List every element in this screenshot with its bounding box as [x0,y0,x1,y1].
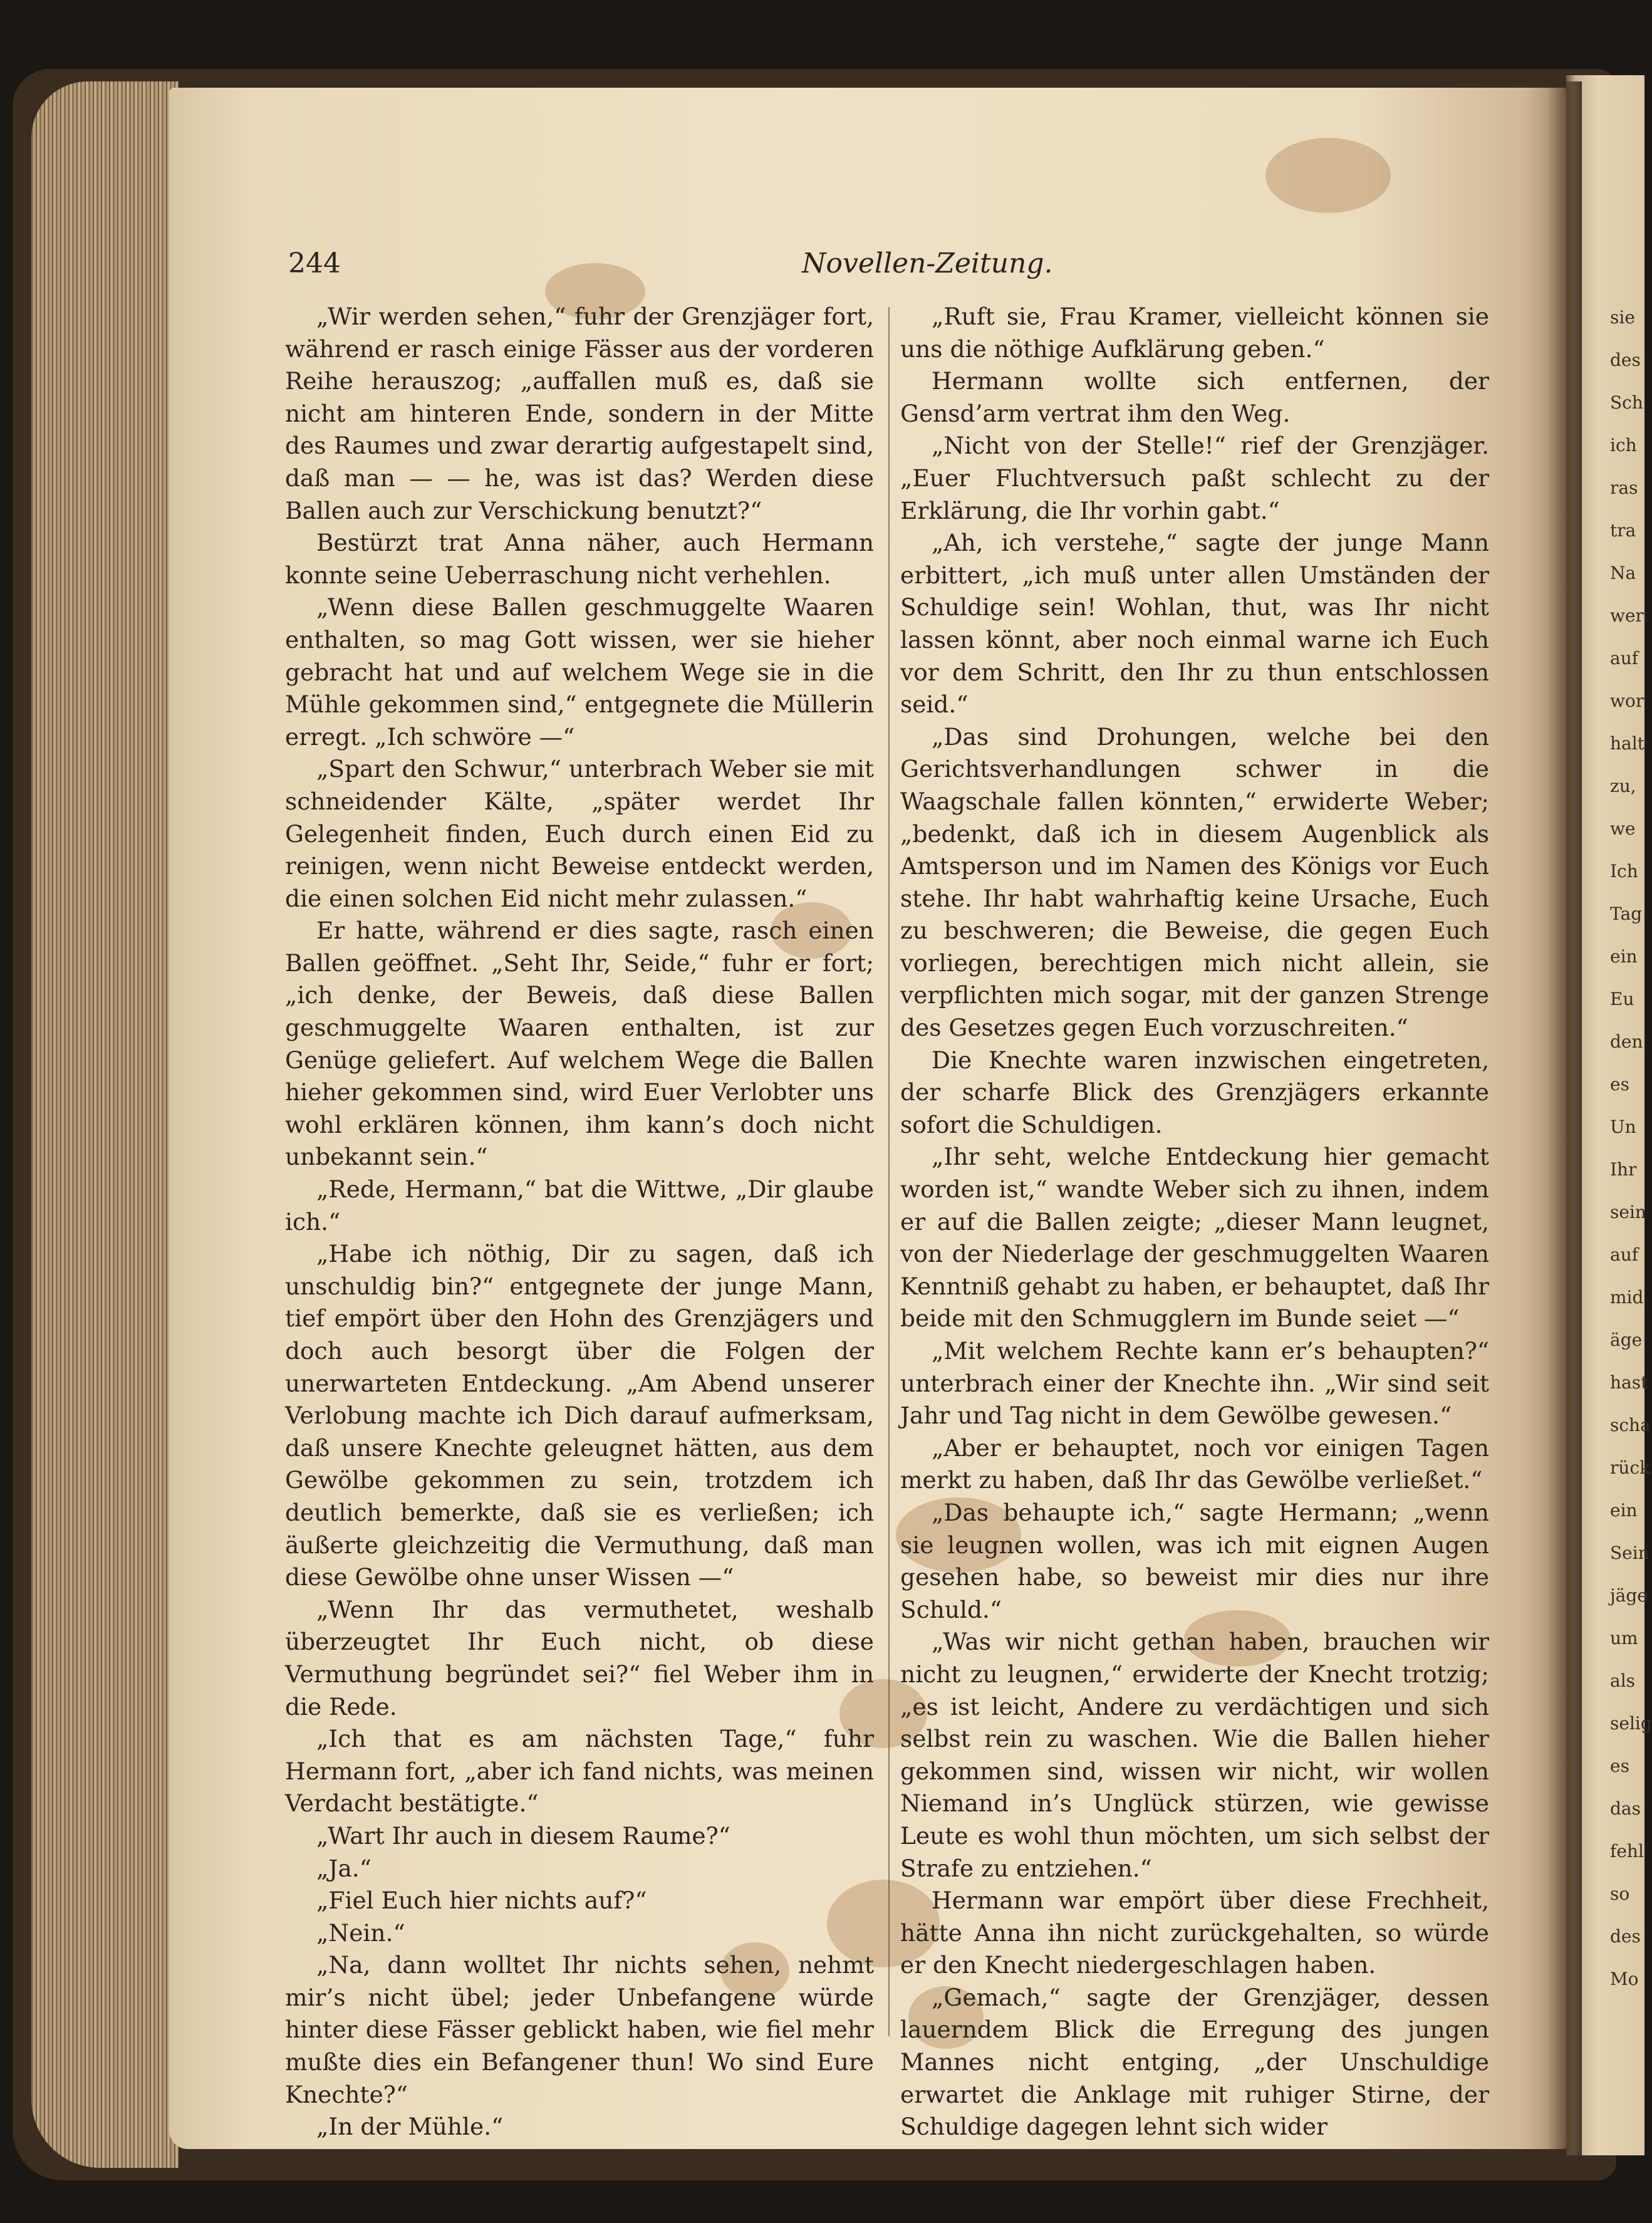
paragraph: „Ah, ich verstehe,“ sagte der junge Mann erbittert, „ich muß unter allen Umständen der Schuldige sein! Wohlan, thut, was Ihr nicht lassen könnt, aber noch einmal warne ich Euch vor dem Schritt, den Ihr zu thun entschlossen seid.“ [900,529,1489,719]
column-divider [888,307,890,2036]
facing-page-fragment: ein [1610,946,1638,967]
facing-page-fragment: Un [1610,1117,1636,1137]
paragraph: „Mit welchem Rechte kann er’s behaupten?“ unterbrach einer der Knechte ihn. „Wir sind seit Jahr und Tag nicht in dem Gewölbe gewesen.“ [900,1337,1489,1430]
paragraph: Die Knechte waren inzwischen eingetreten, der scharfe Blick des Grenzjägers erkannte sofort die Schuldigen. [900,1046,1489,1138]
facing-page-fragment: als [1610,1670,1636,1691]
facing-page-fragment: halt [1610,733,1644,754]
paragraph: „Ihr seht, welche Entdeckung hier gemacht worden ist,“ wandte Weber sich zu ihnen, indem er auf die Ballen zeigte; „dieser Mann leugnet, von der Niederlage der geschmuggelten Waaren Kenntniß gehabt zu haben, er behauptet, daß Ihr beide mit den Schmugglern im Bunde seiet —“ [900,1143,1489,1333]
paragraph: „Habe ich nöthig, Dir zu sagen, daß ich unschuldig bin?“ entgegnete der junge Mann, tief empört über den Hohn des Grenzjägers und doch auch besorgt über die Folgen der unerwarteten Entdeckung. „Am Abend unserer Verlobung machte ich Dich darauf aufmerksam, daß unsere Knechte geleugnet hätten, aus dem Gewölbe gekommen zu sein, trotzdem ich deutlich bemerkte, daß sie es verließen; ich äußerte gleichzeitig die Vermuthung, daß man diese Gewölbe ohne unser Wissen —“ [285,1240,874,1591]
facing-page-fragment: auf [1610,648,1639,669]
facing-page-fragment: Sch [1610,392,1643,413]
paragraph: „Was wir nicht gethan haben, brauchen wir nicht zu leugnen,“ erwiderte der Knecht trotzig; „es ist leicht, Andere zu verdächtigen und sich selbst rein zu waschen. Wie die Ballen hieher gekommen sind, wissen wir nicht, wir wollen Niemand in’s Unglück stürzen, wie gewisse Leute es wohl thun möchten, um sich selbst der Strafe zu entziehen.“ [900,1628,1489,1882]
right-text-column [900,301,1489,2143]
left-text-column [285,301,874,2143]
paragraph: „Wenn diese Ballen geschmuggelte Waaren enthalten, so mag Gott wissen, wer sie hieher gebracht hat und auf welchem Wege sie in die Mühle gekommen sind,“ entgegnete die Müllerin erregt. „Ich schwöre —“ [285,593,874,751]
facing-page-fragment: sie [1610,307,1635,328]
page-header [288,247,1491,285]
paragraph: „Wir werden sehen,“ fuhr der Grenzjäger fort, während er rasch einige Fässer aus der vorderen Reihe herauszog; „auffallen muß es, daß sie nicht am hinteren Ende, sondern in der Mitte des Raumes und zwar derartig aufgestapelt sind, daß man — — he, was ist das? Werden diese Ballen auch zur Verschickung benutzt?“ [285,303,874,524]
gutter-shadow [1547,81,1582,2155]
facing-page-fragment: sein [1610,1202,1646,1222]
facing-page-fragment: des [1610,1926,1641,1947]
facing-page-fragment: Ich [1610,861,1638,882]
facing-page-fragment: Eu [1610,989,1634,1009]
facing-page-fragment: Tag [1610,903,1643,924]
facing-page-fragment: es [1610,1074,1629,1095]
paragraph: „Ruft sie, Frau Kramer, vielleicht können sie uns die nöthige Aufklärung geben.“ [900,303,1489,363]
paragraph: „Spart den Schwur,“ unterbrach Weber sie mit schneidender Kälte, „später werdet Ihr Gelegenheit finden, Euch durch einen Eid zu reinigen, wenn nicht Beweise entdeckt werden, die einen solchen Eid nicht mehr zulassen.“ [285,755,874,912]
paragraph: „Gemach,“ sagte der Grenzjäger, dessen lauerndem Blick die Erregung des jungen Mannes nicht entging, „der Unschuldige erwartet die Anklage mit ruhiger Stirne, der Schuldige dagegen lehnt sich wider [900,1983,1489,2141]
paragraph: „Aber er behauptet, noch vor einigen Tagen merkt zu haben, daß Ihr das Gewölbe verließet.“ [900,1434,1489,1494]
facing-page-fragment: jäge [1610,1585,1648,1606]
facing-page-fragment: mid [1610,1287,1644,1308]
paragraph: „Wenn Ihr das vermuthetet, weshalb überzeugtet Ihr Euch nicht, ob diese Vermuthung begründet sei?“ fiel Weber ihm in die Rede. [285,1595,874,1721]
paragraph: Bestürzt trat Anna näher, auch Hermann konnte seine Ueberraschung nicht verhehlen. [285,529,874,589]
paragraph: „Rede, Hermann,“ bat die Wittwe, „Dir glaube ich.“ [285,1175,874,1236]
paragraph: „Nein.“ [316,1918,405,1947]
facing-page-fragment: ein [1610,1500,1638,1521]
paragraph: Er hatte, während er dies sagte, rasch einen Ballen geöffnet. „Seht Ihr, Seide,“ fuhr er fort; „ich denke, der Beweis, daß diese Ballen geschmuggelte Waaren enthalten, ist zur Genüge geliefert. Auf welchem Wege die Ballen hieher gekommen sind, wird Euer Verlobter uns wohl erklären können, ihm kann’s doch nicht unbekannt sein.“ [285,917,874,1171]
paragraph: „Das sind Drohungen, welche bei den Gerichtsverhandlungen schwer in die Waagschale fallen könnten,“ erwiderte Weber; „bedenkt, daß ich in diesem Augenblick als Amtsperson und im Namen des Königs vor Euch stehe. Ihr habt wahrhaftig keine Ursache, Euch zu beschweren; die Beweise, die gegen Euch vorliegen, berechtigen mich nicht allein, sie verpflichten mich sogar, mit der ganzen Strenge des Gesetzes gegen Euch vorzuschreiten.“ [900,722,1489,1042]
page-edges [31,81,179,2168]
facing-page-fragment: Mo [1610,1969,1639,1989]
facing-page-fragment: ras [1610,477,1638,498]
facing-page-fragment: selig [1610,1713,1652,1734]
facing-page-fragment: so [1610,1883,1630,1904]
facing-page-fragment: um [1610,1628,1638,1648]
facing-page-fragment: Na [1610,563,1636,583]
facing-page-fragment: wor [1610,690,1644,711]
paragraph: Hermann wollte sich entfernen, der Gensd’arm vertrat ihm den Weg. [900,367,1489,427]
facing-page-fragment: auf [1610,1244,1639,1265]
facing-page-fragment: scha [1610,1415,1651,1435]
paragraph: „Fiel Euch hier nichts auf?“ [316,1887,647,1915]
page-number: 244 [288,247,341,279]
facing-page-fragment: hast [1610,1372,1648,1393]
facing-page-fragment: Sein [1610,1543,1649,1563]
facing-page-fragment: das [1610,1798,1641,1819]
facing-page-fragment: we [1610,818,1636,839]
paragraph: „In der Mühle.“ [316,2113,504,2141]
paragraph: „Das behaupte ich,“ sagte Hermann; „wenn sie leugnen wollen, was ich mit eignen Augen gesehen habe, so beweist mir dies nur ihre Schuld.“ [900,1498,1489,1623]
paragraph: „Ja.“ [316,1854,371,1882]
paragraph: „Na, dann wolltet Ihr nichts sehen, nehmt mir’s nicht übel; jeder Unbefangene würde hinter diese Fässer geblickt haben, wie fiel mehr mußte dies ein Befangener thun! Wo sind Eure Knechte?“ [285,1951,874,2108]
facing-page-fragment: äge [1610,1330,1643,1350]
facing-page-fragment: wer [1610,605,1644,626]
paragraph: „Nicht von der Stelle!“ rief der Grenzjäger. „Euer Fluchtversuch paßt schlecht zu der Erklärung, die Ihr vorhin gabt.“ [900,432,1489,524]
facing-page-fragment: den [1610,1031,1643,1052]
facing-page-fragment: Ihr [1610,1159,1637,1180]
paragraph: „Wart Ihr auch in diesem Raume?“ [316,1821,730,1850]
paragraph: Hermann war empört über diese Frechheit, hätte Anna ihn nicht zurückgehalten, so würde er den Knecht niedergeschlagen haben. [900,1887,1489,1979]
facing-page-fragment: es [1610,1756,1629,1776]
running-title: Novellen-Zeitung. [802,247,1053,279]
facing-page-fragment: tra [1610,520,1636,541]
facing-page-fragment: des [1610,350,1641,370]
paragraph: „Ich that es am nächsten Tage,“ fuhr Hermann fort, „aber ich fand nichts, was meinen Verdacht bestätigte.“ [285,1725,874,1818]
facing-page-fragment: zu, [1610,776,1636,796]
facing-page-fragment: ich [1610,435,1637,456]
facing-page-fragment: fehl [1610,1841,1644,1861]
facing-page-fragment: rück [1610,1457,1651,1478]
